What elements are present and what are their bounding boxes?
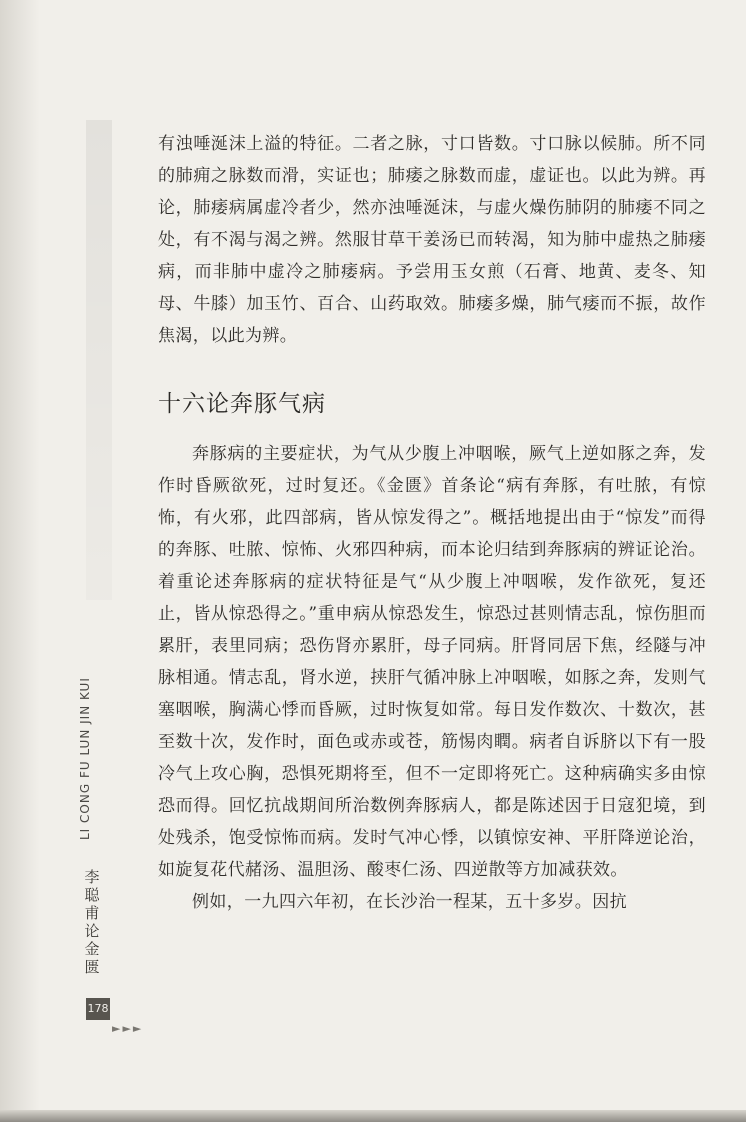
margin-band bbox=[86, 120, 112, 600]
section-heading: 十六论奔豚气病 bbox=[158, 391, 326, 417]
body-text bbox=[158, 128, 706, 918]
scan-bottom-edge bbox=[0, 1110, 746, 1122]
paragraph-example: 例如，一九四六年初，在长沙治一程某，五十多岁。因抗 bbox=[192, 892, 627, 912]
page-gutter-shadow bbox=[0, 0, 40, 1122]
running-title-chinese: 李聪甫论金匮 bbox=[84, 868, 100, 976]
arrow-icon: ►►► bbox=[112, 1022, 144, 1035]
paragraph-body: 奔豚病的主要症状，为气从少腹上冲咽喉，厥气上逆如豚之奔，发作时昏厥欲死，过时复还。《金匮》首条论“病有奔豚，有吐脓，有惊怖，有火邪，此四部病，皆从惊发得之”。概括地提出由于“惊发”而得的奔豚、吐脓、惊怖、火邪四种病，而本论归结到奔豚病的辨证论治。着重论述奔豚病的症状特征是气“从少腹上冲咽喉，发作欲死，复还止，皆从惊恐得之。”重申病从惊恐发生，惊恐过甚则情志乱，惊伤胆而累肝，表里同病；恐伤肾亦累肝，母子同病。肝肾同居下焦，经隧与冲脉相通。情志乱，肾水逆，挟肝气循冲脉上冲咽喉，如豚之奔，发则气塞咽喉，胸满心悸而昏厥，过时恢复如常。每日发作数次、十数次，甚至数十次，发作时，面色或赤或苍，筋惕肉瞤。病者自诉脐以下有一股冷气上攻心胸，恐惧死期将至，但不一定即将死亡。这种病确实多由惊恐而得。回忆抗战期间所治数例奔豚病人，都是陈述因于日寇犯境，到处残杀，饱受惊怖而病。发时气冲心悸，以镇惊安神、平肝降逆论治，如旋复花代赭汤、温胆汤、酸枣仁汤、四逆散等方加减获效。 bbox=[158, 444, 706, 880]
paragraph-continuation: 有浊唾涎沫上溢的特征。二者之脉，寸口皆数。寸口脉以候肺。所不同的肺痈之脉数而滑，实证也；肺痿之脉数而虚，虚证也。以此为辨。再论，肺痿病属虚冷者少，然亦浊唾涎沫，与虚火燥伤肺阴的肺痿不同之处，有不渴与渴之辨。然服甘草干姜汤已而转渴，知为肺中虚热之肺痿病，而非肺中虚冷之肺痿病。予尝用玉女煎（石膏、地黄、麦冬、知母、牛膝）加玉竹、百合、山药取效。肺痿多燥，肺气痿而不振，故作焦渴，以此为辨。 bbox=[158, 134, 706, 346]
page-number: 178 bbox=[86, 998, 110, 1020]
running-title-pinyin: LI CONG FU LUN JIN KUI bbox=[78, 677, 92, 840]
